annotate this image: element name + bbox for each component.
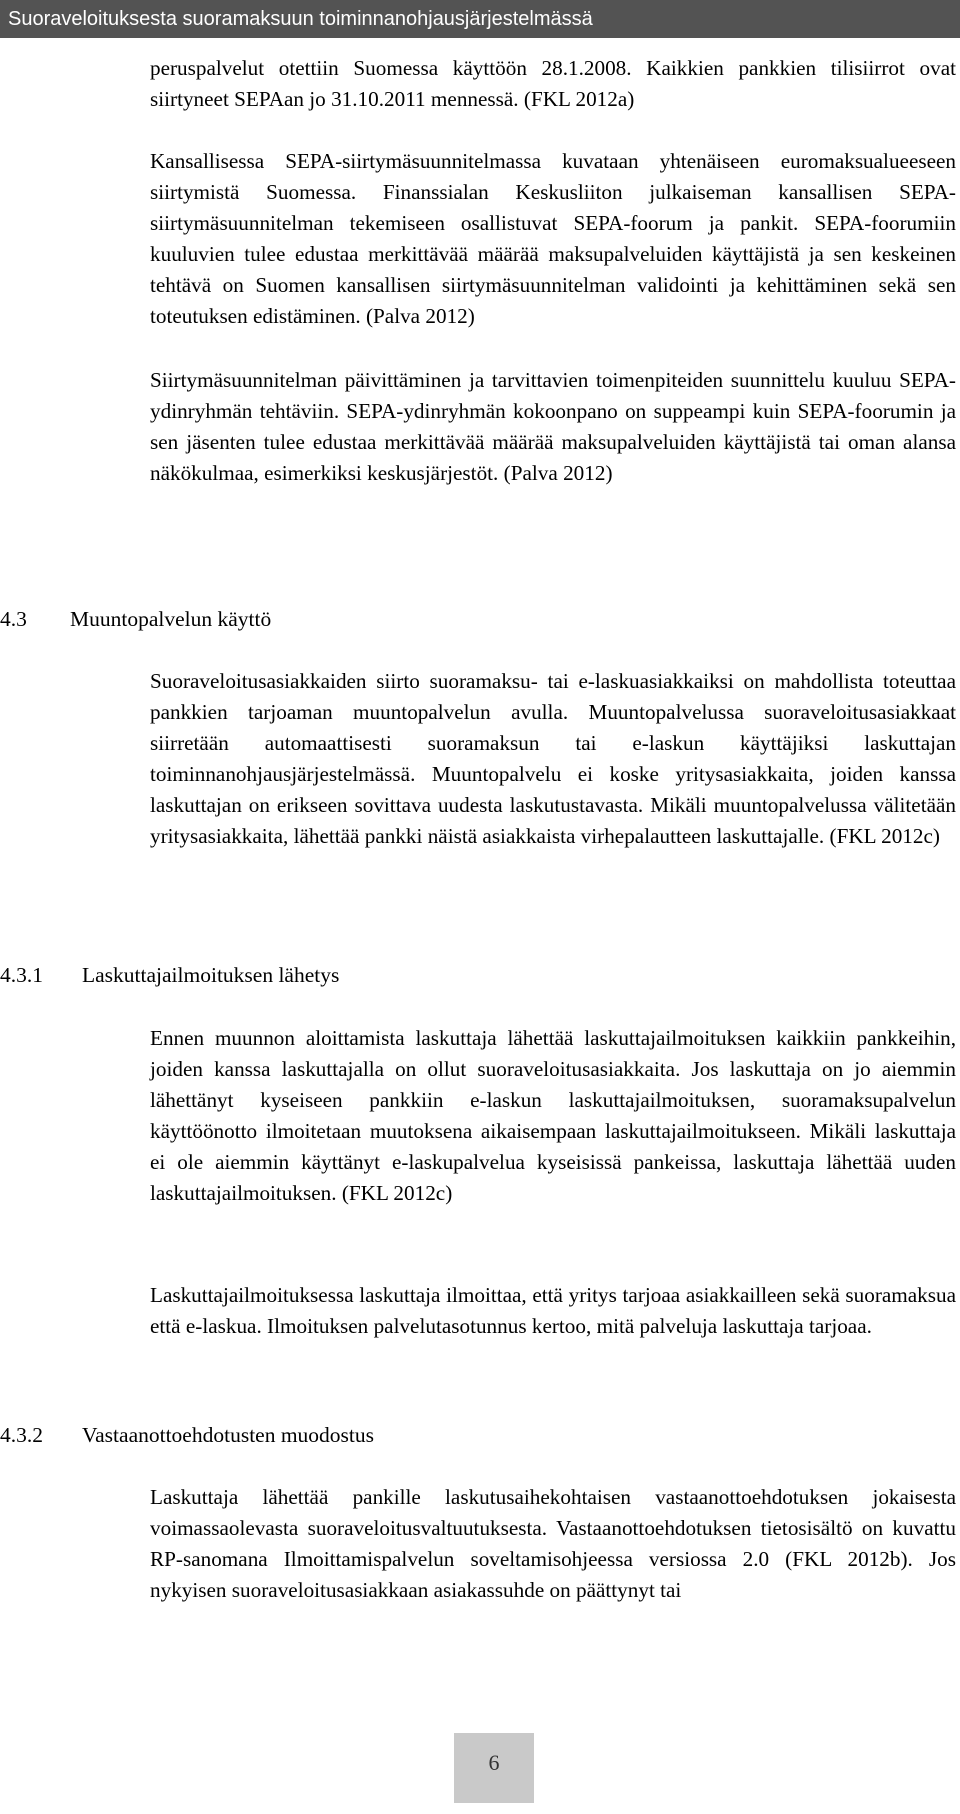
- section-number: 4.3.1: [0, 963, 43, 987]
- page-number: [454, 1733, 534, 1803]
- section-title: Vastaanottoehdotusten muodostus: [82, 1423, 375, 1447]
- section-title: Muuntopalvelun käyttö: [70, 607, 272, 631]
- paragraph-core-group: Siirtymäsuunnitelman päivittäminen ja tarvittavien toimenpiteiden suunnittelu kuuluu SEPA- ydinryhmän tehtäviin. SEPA-ydinryhmän kokoonpano on suppeampi kuin SEPA-foorumin ja sen jäsenten tulee edustaa merkittävää määrää maksupalveluiden käyttäjistä tai oman alansa näkökulmaa, esimerkiksi keskusjärjestöt. (Palva 2012): [150, 368, 956, 485]
- document-running-header: [0, 0, 960, 38]
- paragraph-sepa-intro-end: peruspalvelut otettiin Suomessa käyttöön 28.1.2008. Kaikkien pankkien tilisiirrot ovat siirtyneet SEPAan jo 31.10.2011 mennessä. (FKL 2012a): [150, 56, 956, 111]
- section-number: 4.3: [0, 607, 27, 631]
- paragraph-conversion-service: Suoraveloitusasiakkaiden siirto suoramaksu- tai e-laskuasiakkaiksi on mahdollista toteuttaa pankkien tarjoaman muuntopalvelun avulla. Muuntopalvelussa suoraveloitusasiakkaat siirretään automaattisesti suoramaksun tai e-laskun käyttäjiksi laskuttajan toiminnanohjausjärjestelmässä. Muuntopalvelu ei koske yritysasiakkaita, joiden kanssa laskuttajan on erikseen sovittava uudesta laskutustavasta. Mikäli muuntopalvelussa välitetään yritysasiakkaita, lähettää pankki näistä asiakkaista virhepalautteen laskuttajalle. (FKL 2012c): [150, 669, 956, 848]
- paragraph-acceptance-proposal: Laskuttaja lähettää pankille laskutusaihekohtaisen vastaanottoehdotuksen jokaisesta voimassaolevasta suoraveloitusvaltuutuksesta. Vastaanottoehdotuksen tietosisältö on kuvattu RP-sanomana Ilmoittamispalvelun soveltamisohjeessa versiossa 2.0 (FKL 2012b). Jos nykyisen suoraveloitusasiakkaan asiakassuhde on päättynyt tai: [150, 1485, 956, 1602]
- section-number: 4.3.2: [0, 1423, 43, 1447]
- paragraph-service-level: Laskuttajailmoituksessa laskuttaja ilmoittaa, että yritys tarjoaa asiakkailleen sekä suoramaksua että e-laskua. Ilmoituksen palvelutasotunnus kertoo, mitä palveluja laskuttaja tarjoaa.: [150, 1283, 956, 1338]
- header-title: Suoraveloituksesta suoramaksuun toiminnanohjausjärjestelmässä: [8, 8, 593, 30]
- paragraph-national-plan: Kansallisessa SEPA-siirtymäsuunnitelmassa kuvataan yhtenäiseen euromaksualueeseen siirtymistä Suomessa. Finanssialan Keskusliiton julkaiseman kansallisen SEPA-siirtymäsuunnitelman tekemiseen osallistuvat SEPA-foorum ja pankit. SEPA-foorumiin kuuluvien tulee edustaa merkittävää määrää maksupalveluiden käyttäjistä ja sen keskeinen tehtävä on Suomen kansallisen siirtymäsuunnitelman validointi ja kehittäminen sekä sen toteutuksen edistäminen. (Palva 2012): [150, 149, 956, 328]
- paragraph-biller-notice: Ennen muunnon aloittamista laskuttaja lähettää laskuttajailmoituksen kaikkiin pankkeihin, joiden kanssa laskuttajalla on ollut suoraveloitusasiakkaita. Jos laskuttaja on jo aiemmin lähettänyt kyseiseen pankkiin e-laskun laskuttajailmoituksen, suoramaksupalvelun käyttöönotto ilmoitetaan muutoksena aikaisempaan laskuttajailmoitukseen. Mikäli laskuttaja ei ole aiemmin käyttänyt e-laskupalvelua kyseisissä pankeissa, laskuttaja lähettää uuden laskuttajailmoituksen. (FKL 2012c): [150, 1026, 956, 1205]
- page-number-label: 6: [488, 1750, 500, 1775]
- section-title: Laskuttajailmoituksen lähetys: [82, 963, 340, 987]
